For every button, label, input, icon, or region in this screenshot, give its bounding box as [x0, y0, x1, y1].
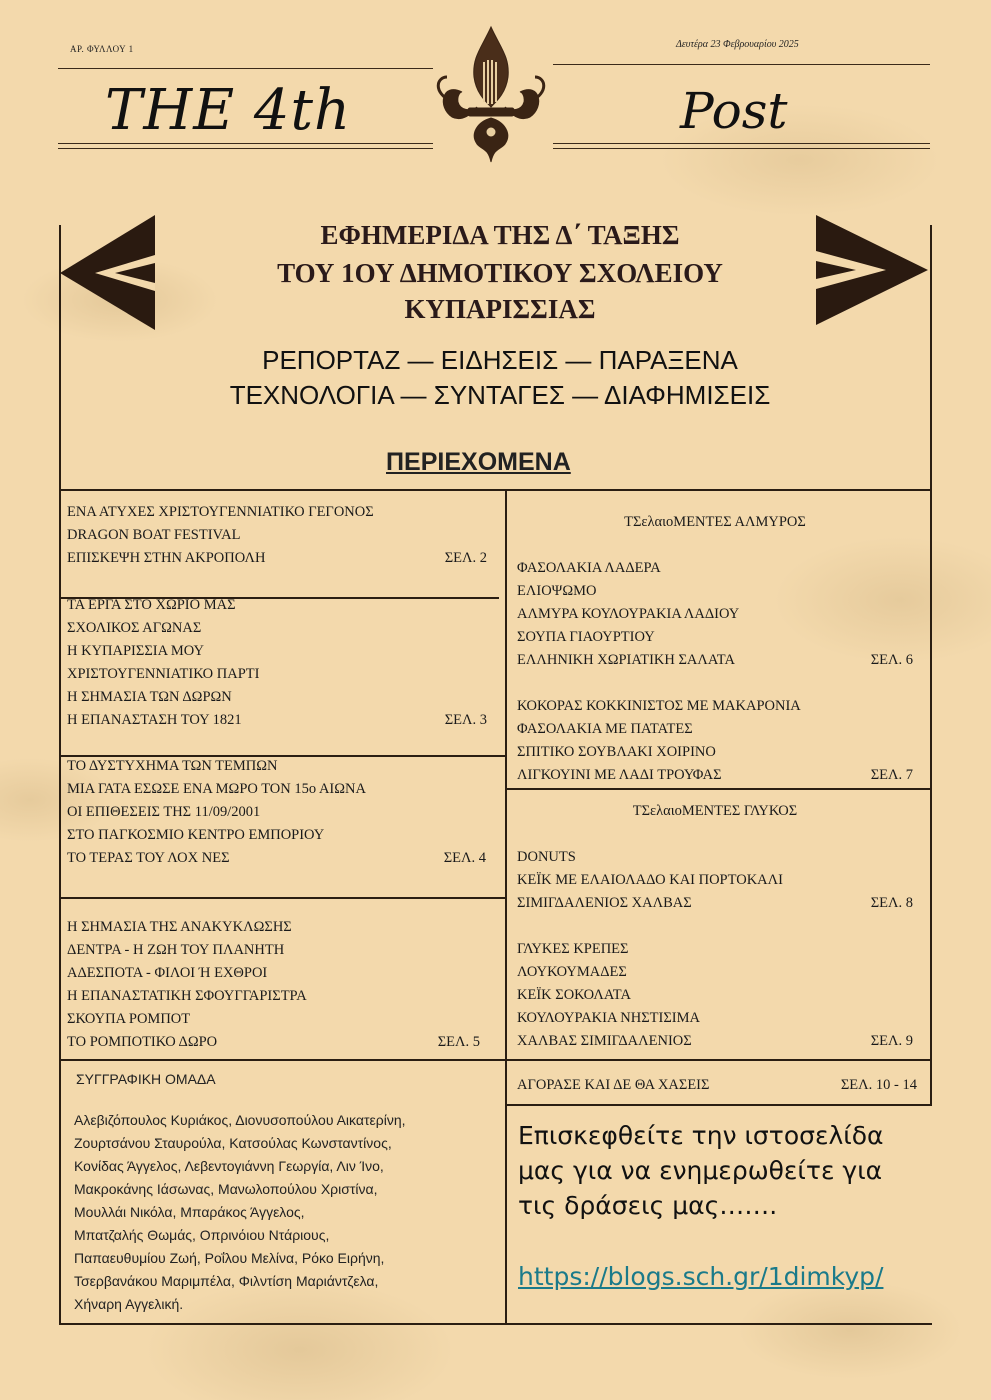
title-left: THE 4th [105, 78, 352, 143]
frame-right [930, 225, 932, 1025]
toc-item: Η ΣΗΜΑΣΙΑ ΤΗΣ ΑΝΑΚΥΚΛΩΣΗΣ [67, 919, 292, 935]
contents-heading: ΠΕΡΙΕΧΟΜΕΝΑ [386, 448, 571, 476]
toc-item: DRAGON BOAT FESTIVAL [67, 527, 241, 543]
masthead-line2: ΤΟΥ 1ΟΥ ΔΗΜΟΤΙΚΟΥ ΣΧΟΛΕΙΟΥ [277, 258, 723, 288]
section-rule [59, 1059, 505, 1061]
toc-block-page2 [67, 501, 487, 570]
visit-website-text: Επισκεφθείτε την ιστοσελίδα μας για να ενημερωθείτε για τις δράσεις μας……. [518, 1121, 884, 1220]
team-line: Ζουρτσάνου Σταυρούλα, Κατσούλας Κωνσταντίνος, [74, 1135, 392, 1151]
section-rule [505, 788, 932, 790]
issue-number: ΑΡ. ΦΥΛΛΟΥ 1 [70, 44, 134, 54]
toc-item: ΑΛΜΥΡΑ ΚΟΥΛΟΥΡΑΚΙΑ ΛΑΔΙΟΥ [517, 606, 740, 622]
topics-line1: ΡΕΠΟΡΤΑΖ — ΕΙΔΗΣΕΙΣ — ΠΑΡΑΞΕΝΑ [262, 345, 738, 375]
page-ref: ΣΕΛ. 6 [870, 652, 913, 668]
header-rule [553, 143, 930, 144]
toc-block-sweet [517, 800, 913, 1053]
team-line: Μακροκάνης Ιάσωνας, Μανωλοπούλου Χριστίνα, [74, 1181, 378, 1197]
toc-item: ΣΚΟΥΠΑ ΡΟΜΠΟΤ [67, 1011, 191, 1027]
toc-item: ΚΕΪΚ ΜΕ ΕΛΑΙΟΛΑΔΟ ΚΑΙ ΠΟΡΤΟΚΑΛΙ [517, 872, 783, 888]
toc-item: Η ΣΗΜΑΣΙΑ ΤΩΝ ΔΩΡΩΝ [67, 689, 232, 705]
toc-item: ΦΑΣΟΛΑΚΙΑ ΜΕ ΠΑΤΑΤΕΣ [517, 721, 693, 737]
toc-item: ΣΙΜΙΓΔΑΛΕΝΙΟΣ ΧΑΛΒΑΣ [517, 895, 692, 911]
team-line: Χήναρη Αγγελική. [74, 1296, 184, 1312]
section-title-sweet: ΤΣελαιοΜΕΝΤΕΣ ΓΛΥΚΟΣ [632, 803, 798, 819]
page-ref: ΣΕΛ. 8 [870, 895, 913, 911]
header-rule [553, 148, 930, 149]
toc-item: ΧΑΛΒΑΣ ΣΙΜΙΓΔΑΛΕΝΙΟΣ [517, 1033, 692, 1049]
toc-item: ΚΟΚΟΡΑΣ ΚΟΚΚΙΝΙΣΤΟΣ ΜΕ ΜΑΚΑΡΟΝΙΑ [517, 698, 801, 714]
team-line: Μουλλάι Νικόλα, Μπαράκος Άγγελος, [74, 1204, 305, 1220]
topics-line2: ΤΕΧΝΟΛΟΓΙΑ — ΣΥΝΤΑΓΕΣ — ΔΙΑΦΗΜΙΣΕΙΣ [229, 380, 771, 410]
toc-item: ΣΟΥΠΑ ΓΙΑΟΥΡΤΙΟΥ [517, 629, 655, 645]
toc-item: ΛΙΓΚΟΥΙΝΙ ΜΕ ΛΑΔΙ ΤΡΟΥΦΑΣ [517, 767, 722, 783]
page-ref: ΣΕΛ. 10 - 14 [840, 1077, 917, 1093]
page-ref: ΣΕΛ. 5 [437, 1034, 480, 1050]
toc-item: ΜΙΑ ΓΑΤΑ ΕΣΩΣΕ ΕΝΑ ΜΩΡΟ ΤΟΝ 15ο ΑΙΩΝΑ [67, 781, 366, 797]
toc-item: ΛΟΥΚΟΥΜΑΔΕΣ [517, 964, 627, 980]
toc-block-ads [517, 1074, 917, 1097]
page-ref: ΣΕΛ. 7 [870, 767, 913, 783]
team-heading: ΣΥΓΓΡΑΦΙΚΗ ΟΜΑΔΑ [76, 1071, 216, 1087]
left-arrow-ornament [60, 215, 155, 330]
toc-item: ΕΛΛΗΝΙΚΗ ΧΩΡΙΑΤΙΚΗ ΣΑΛΑΤΑ [517, 652, 735, 668]
page-ref: ΣΕΛ. 9 [870, 1033, 913, 1049]
toc-item: ΦΑΣΟΛΑΚΙΑ ΛΑΔΕΡΑ [517, 560, 661, 576]
toc-item: ΧΡΙΣΤΟΥΓΕΝΝΙΑΤΙΚΟ ΠΑΡΤΙ [67, 666, 260, 682]
team-line: Κονίδας Άγγελος, Λεβεντογιάννη Γεωργία, Λιν Ίνο, [74, 1158, 384, 1174]
toc-block-salty [517, 511, 913, 787]
toc-item: ΚΟΥΛΟΥΡΑΚΙΑ ΝΗΣΤΙΣΙΜΑ [517, 1010, 700, 1026]
masthead-line1: ΕΦΗΜΕΡΙΔΑ ΤΗΣ Δ΄ ΤΑΞΗΣ [320, 220, 680, 250]
toc-item: Η ΕΠΑΝΑΣΤΑΤΙΚΗ ΣΦΟΥΓΓΑΡΙΣΤΡΑ [67, 988, 307, 1004]
toc-item: ΟΙ ΕΠΙΘΕΣΕΙΣ ΤΗΣ 11/09/2001 [67, 804, 261, 820]
toc-item: ΣΠΙΤΙΚΟ ΣΟΥΒΛΑΚΙ ΧΟΙΡΙΝΟ [517, 744, 716, 760]
header-rule [58, 68, 433, 69]
toc-item: ΤΟ ΡΟΜΠΟΤΙΚΟ ΔΩΡΟ [67, 1034, 218, 1050]
toc-block-page3 [67, 594, 487, 732]
header-rule [553, 64, 930, 65]
toc-block-page4 [67, 755, 486, 870]
team-members [74, 1109, 494, 1316]
section-rule [505, 1059, 932, 1061]
toc-item: ΚΕΪΚ ΣΟΚΟΛΑΤΑ [517, 987, 631, 1003]
frame-left [59, 225, 61, 1025]
frame-right-lower [930, 1025, 932, 1105]
page-ref: ΣΕΛ. 4 [443, 850, 486, 866]
frame-left-lower [59, 1025, 61, 1325]
toc-item: ΑΓΟΡΑΣΕ ΚΑΙ ΔΕ ΘΑ ΧΑΣΕΙΣ [517, 1077, 710, 1093]
toc-item: ΣΧΟΛΙΚΟΣ ΑΓΩΝΑΣ [67, 620, 202, 636]
toc-item: Η ΚΥΠΑΡΙΣΣΙΑ ΜΟΥ [67, 643, 204, 659]
toc-item: ΤΑ ΕΡΓΑ ΣΤΟ ΧΩΡΙΟ ΜΑΣ [67, 597, 236, 613]
masthead-line3: ΚΥΠΑΡΙΣΣΙΑΣ [404, 294, 596, 324]
toc-item: ΕΝΑ ΑΤΥΧΕΣ ΧΡΙΣΤΟΥΓΕΝΝΙΑΤΙΚΟ ΓΕΓΟΝΟΣ [67, 504, 374, 520]
section-title-salty: ΤΣελαιοΜΕΝΤΕΣ ΑΛΜΥΡΟΣ [624, 514, 806, 530]
team-line: Τσερβανάκου Μαριμπέλα, Φιλντίση Μαριάντζελα, [74, 1273, 379, 1289]
team-line: Παπαευθυμίου Ζωή, Ροΐλου Μελίνα, Ρόκο Ειρήνη, [74, 1250, 385, 1266]
title-right: Post [680, 82, 788, 140]
section-rule [59, 897, 505, 899]
toc-item: ΕΛΙΟΨΩΜΟ [517, 583, 597, 599]
section-rule [505, 1104, 932, 1106]
toc-item: ΑΔΕΣΠΟΤΑ - ΦΙΛΟΙ Ή ΕΧΘΡΟΙ [67, 965, 268, 981]
frame-bottom [59, 1323, 932, 1325]
toc-item: ΤΟ ΔΥΣΤΥΧΗΜΑ ΤΩΝ ΤΕΜΠΩΝ [67, 758, 278, 774]
toc-item: ΕΠΙΣΚΕΨΗ ΣΤΗΝ ΑΚΡΟΠΟΛΗ [67, 550, 266, 566]
header-rule [58, 143, 433, 144]
page-ref: ΣΕΛ. 2 [444, 550, 487, 566]
website-link[interactable]: https://blogs.sch.gr/1dimkyp/ [518, 1262, 884, 1291]
fleur-de-lis-ornament [432, 22, 550, 167]
team-line: Αλεβιζόπουλος Κυριάκος, Διονυσοπούλου Αικατερίνη, [74, 1112, 406, 1128]
team-line: Μπατζαλής Θωμάς, Οπρινόιου Ντάριους, [74, 1227, 330, 1243]
toc-item: ΣΤΟ ΠΑΓΚΟΣΜΙΟ ΚΕΝΤΡΟ ΕΜΠΟΡΙΟΥ [67, 827, 325, 843]
toc-item: ΤΟ ΤΕΡΑΣ ΤΟΥ ΛΟΧ ΝΕΣ [67, 850, 230, 866]
toc-item: ΓΛΥΚΕΣ ΚΡΕΠΕΣ [517, 941, 629, 957]
toc-block-page5 [67, 916, 480, 1054]
issue-date: Δευτέρα 23 Φεβρουαρίου 2025 [676, 39, 799, 50]
toc-item: Η ΕΠΑΝΑΣΤΑΣΗ ΤΟΥ 1821 [67, 712, 242, 728]
toc-item: DONUTS [517, 849, 576, 865]
column-divider [505, 490, 507, 1325]
toc-item: ΔΕΝΤΡΑ - Η ΖΩΗ ΤΟΥ ΠΛΑΝΗΤΗ [67, 942, 285, 958]
page-ref: ΣΕΛ. 3 [444, 712, 487, 728]
right-arrow-ornament [816, 215, 928, 325]
contents-rule [59, 489, 932, 491]
header-rule [58, 148, 433, 149]
